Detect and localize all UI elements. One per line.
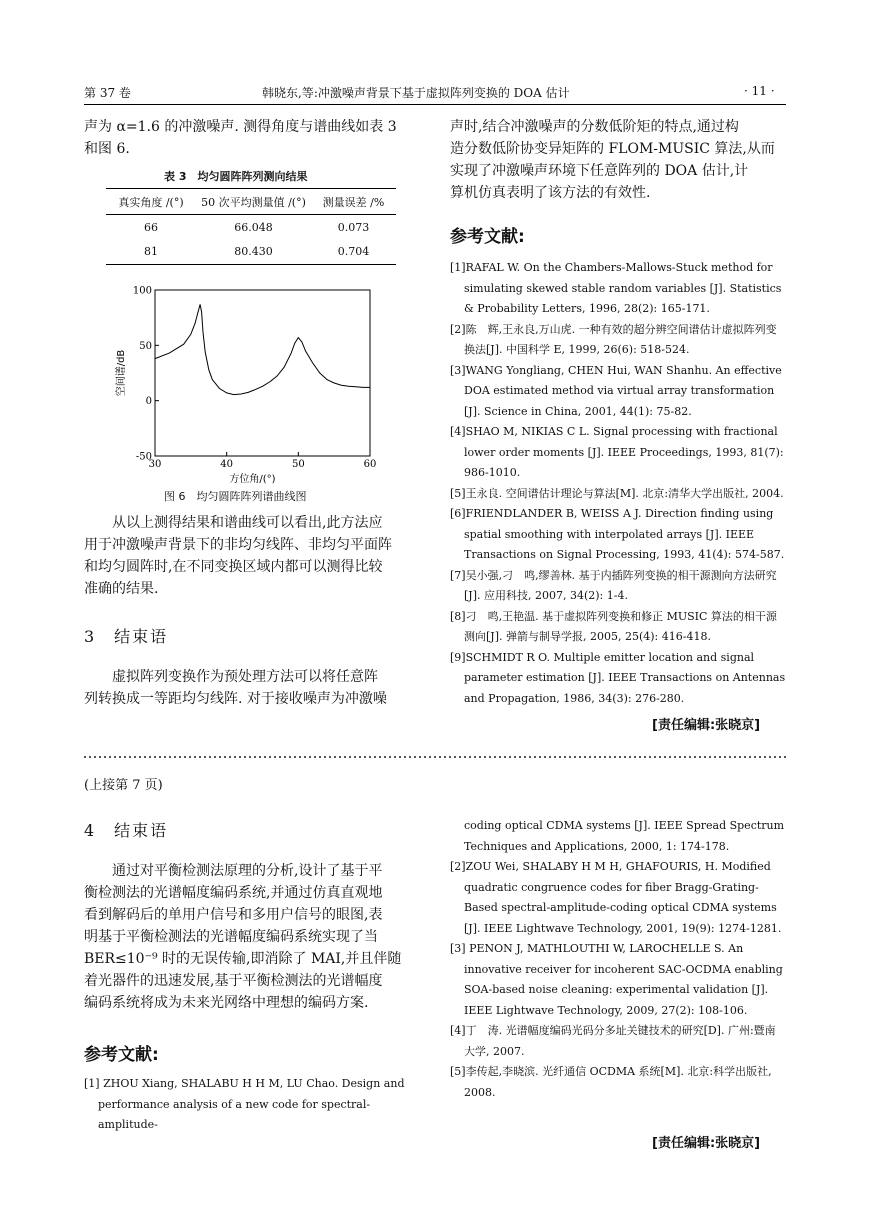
text-line: 通过对平衡检测法原理的分析,设计了基于平 xyxy=(112,863,383,879)
lower-reference-list-left xyxy=(84,1074,424,1136)
reference-item: [1]RAFAL W. On the Chambers-Mallows-Stuck method for simulating skewed stable random variables [J]. Statistics & Probability Letters, 1996, 28(2): 165-171. xyxy=(450,261,782,315)
text-line: 编码系统将成为未来光网络中理想的编码方案. xyxy=(84,995,369,1011)
page-number: · 11 · xyxy=(744,84,775,98)
table-row xyxy=(106,239,396,263)
text-line: 列转换成一等距均匀线阵. 对于接收噪声为冲激噪 xyxy=(84,691,387,707)
plot-frame xyxy=(155,290,370,456)
x-tick-label: 30 xyxy=(148,459,162,470)
table-cell: 0.073 xyxy=(337,220,370,234)
text-line: 实现了冲激噪声环境下任意阵列的 DOA 估计,计 xyxy=(450,163,749,179)
table-header-cell: 测量误差 /% xyxy=(322,196,385,209)
text-line: 用于冲激噪声背景下的非均匀线阵、非均匀平面阵 xyxy=(84,537,392,553)
reference-item: [7]吴小强,刁 鸣,缪善林. 基于内插阵列变换的相干源测向方法研究[J]. 应用科技, 2007, 34(2): 1-4. xyxy=(450,568,777,602)
table-top-rule xyxy=(106,188,396,189)
y-axis-label: 空间谱/dB xyxy=(116,349,127,397)
reference-item: [1] ZHOU Xiang, SHALABU H H M, LU Chao. Design and performance analysis of a new code for spectral-amplitude- xyxy=(84,1077,405,1131)
table-caption: 表 3 均匀圆阵阵列测向结果 xyxy=(164,170,308,183)
lower-paragraph xyxy=(84,860,429,1014)
reference-item: [5]李传起,李晓滨. 光纤通信 OCDMA 系统[M]. 北京:科学出版社, 2008. xyxy=(450,1065,772,1099)
lower-editor-note: [责任编辑:张晓京] xyxy=(652,1136,761,1151)
y-tick-label: 100 xyxy=(132,285,152,297)
table-cell: 0.704 xyxy=(337,244,370,258)
continued-note: (上接第 7 页) xyxy=(84,778,163,793)
reference-item: [4]SHAO M, NIKIAS C L. Signal processing with fractional lower order moments [J]. IEEE Proceedings, 1993, 81(7): 986-1010. xyxy=(450,425,784,479)
intro-text xyxy=(84,116,424,160)
x-axis-label: 方位角/(°) xyxy=(229,474,276,485)
header-rule xyxy=(84,104,786,105)
text-line: 明基于平衡检测法的光谱幅度编码系统实现了当 xyxy=(84,929,378,945)
editor-note: [责任编辑:张晓京] xyxy=(652,718,761,733)
table-cell: 66.048 xyxy=(234,220,273,234)
text-line: 和均匀圆阵时,在不同变换区域内都可以测得比较 xyxy=(84,559,383,575)
table-header-cell: 真实角度 /(°) xyxy=(118,196,184,209)
text-line: 声时,结合冲激噪声的分数低阶矩的特点,通过构 xyxy=(450,119,739,135)
reference-item: [2]ZOU Wei, SHALABY H M H, GHAFOURIS, H. Modified quadratic congruence codes for fiber Bragg-Grating-Based spectral-amplitude-coding optical CDMA systems [J]. IEEE Lightwave Technology, 2001, 19(9): 1274-1281. xyxy=(450,860,782,935)
conclusion-paragraph xyxy=(84,666,429,710)
references-heading: 参考文献: xyxy=(450,227,525,247)
table-cell: 66 xyxy=(144,220,158,234)
table-header-row xyxy=(106,190,396,215)
reference-item: [3] PENON J, MATHLOUTHI W, LAROCHELLE S. An innovative receiver for incoherent SAC-OCDMA enabling SOA-based noise cleaning: experimental validation [J]. IEEE Lightwave Technology, 2009, 27(2): 108-106. xyxy=(450,942,783,1017)
reference-item: [2]陈 辉,王永良,万山虎. 一种有效的超分辨空间谱估计虚拟阵列变换法[J]. 中国科学 E, 1999, 26(6): 518-524. xyxy=(450,322,777,356)
y-tick-label: 50 xyxy=(139,340,152,352)
table-header-cell: 50 次平均测量值 /(°) xyxy=(201,196,306,209)
y-tick-label: -50 xyxy=(135,451,152,463)
article-divider xyxy=(84,756,786,758)
reference-item: [4]丁 涛. 光谱幅度编码光码分多址关键技术的研究[D]. 广州:暨南大学, 2007. xyxy=(450,1024,776,1058)
reference-item: [5]王永良. 空间谱估计理论与算法[M]. 北京:清华大学出版社, 2004. xyxy=(450,486,784,500)
right-paragraph xyxy=(450,116,790,204)
y-tick-label: 0 xyxy=(145,396,152,408)
x-tick-label: 60 xyxy=(363,459,377,470)
lower-reference-list-right xyxy=(450,816,786,1103)
text-line: BER≤10⁻⁹ 时的无误传输,即消除了 MAI,并且伴随 xyxy=(84,951,402,967)
table-bottom-rule xyxy=(106,264,396,265)
text-line: 造分数低阶协变异矩阵的 FLOM-MUSIC 算法,从而 xyxy=(450,141,775,157)
text-line: 衡检测法的光谱幅度编码系统,并通过仿真直观地 xyxy=(84,885,383,901)
text-line: 算机仿真表明了该方法的有效性. xyxy=(450,185,651,201)
spectrum-line xyxy=(155,304,370,394)
intro-line: 声为 α=1.6 的冲激噪声. 测得角度与谱曲线如表 3 xyxy=(84,119,397,135)
running-title: 韩晓东,等:冲激噪声背景下基于虚拟阵列变换的 DOA 估计 xyxy=(262,86,570,100)
text-line: 准确的结果. xyxy=(84,581,159,597)
section-4-title: 4 结束语 xyxy=(84,821,169,840)
reference-list xyxy=(450,258,786,709)
text-line: 从以上测得结果和谱曲线可以看出,此方法应 xyxy=(112,515,383,531)
text-line: 看到解码后的单用户信号和多用户信号的眼图,表 xyxy=(84,907,383,923)
section-3-title: 3 结束语 xyxy=(84,627,169,646)
reference-item: [9]SCHMIDT R O. Multiple emitter location and signal parameter estimation [J]. IEEE Transactions on Antennas and Propagation, 1986, 34(3): 276-280. xyxy=(450,650,786,705)
text-line: 着光器件的迅速发展,基于平衡检测法的光谱幅度 xyxy=(84,973,383,989)
table-cell: 81 xyxy=(144,244,158,258)
reference-item: [3]WANG Yongliang, CHEN Hui, WAN Shanhu. An effective DOA estimated method via virtual array transformation [J]. Science in China, 2001, 44(1): 75-82. xyxy=(450,363,782,418)
table-row xyxy=(106,215,396,240)
reference-item: [8]刁 鸣,王艳温. 基于虚拟阵列变换和修正 MUSIC 算法的相干源测向[J]. 弹箭与制导学报, 2005, 25(4): 416-418. xyxy=(450,609,777,643)
result-paragraph xyxy=(84,512,429,600)
lower-references-heading: 参考文献: xyxy=(84,1045,159,1065)
x-tick-label: 50 xyxy=(291,459,305,470)
text-line: 虚拟阵列变换作为预处理方法可以将任意阵 xyxy=(112,669,378,685)
figure-caption: 图 6 均匀圆阵阵列谱曲线图 xyxy=(164,490,307,503)
intro-line: 和图 6. xyxy=(84,141,130,157)
reference-item: [6]FRIENDLANDER B, WEISS A J. Direction finding using spatial smoothing with interpolated arrays [J]. IEEE Transactions on Signal Processing, 1993, 41(4): 574-587. xyxy=(450,507,785,561)
reference-item: coding optical CDMA systems [J]. IEEE Spread Spectrum Techniques and Applications, 2000, 1: 174-178. xyxy=(464,819,785,853)
volume-label: 第 37 卷 xyxy=(84,86,131,100)
spectrum-chart xyxy=(100,278,400,488)
table-cell: 80.430 xyxy=(234,244,273,258)
x-tick-label: 40 xyxy=(220,459,234,470)
results-table xyxy=(106,190,396,263)
